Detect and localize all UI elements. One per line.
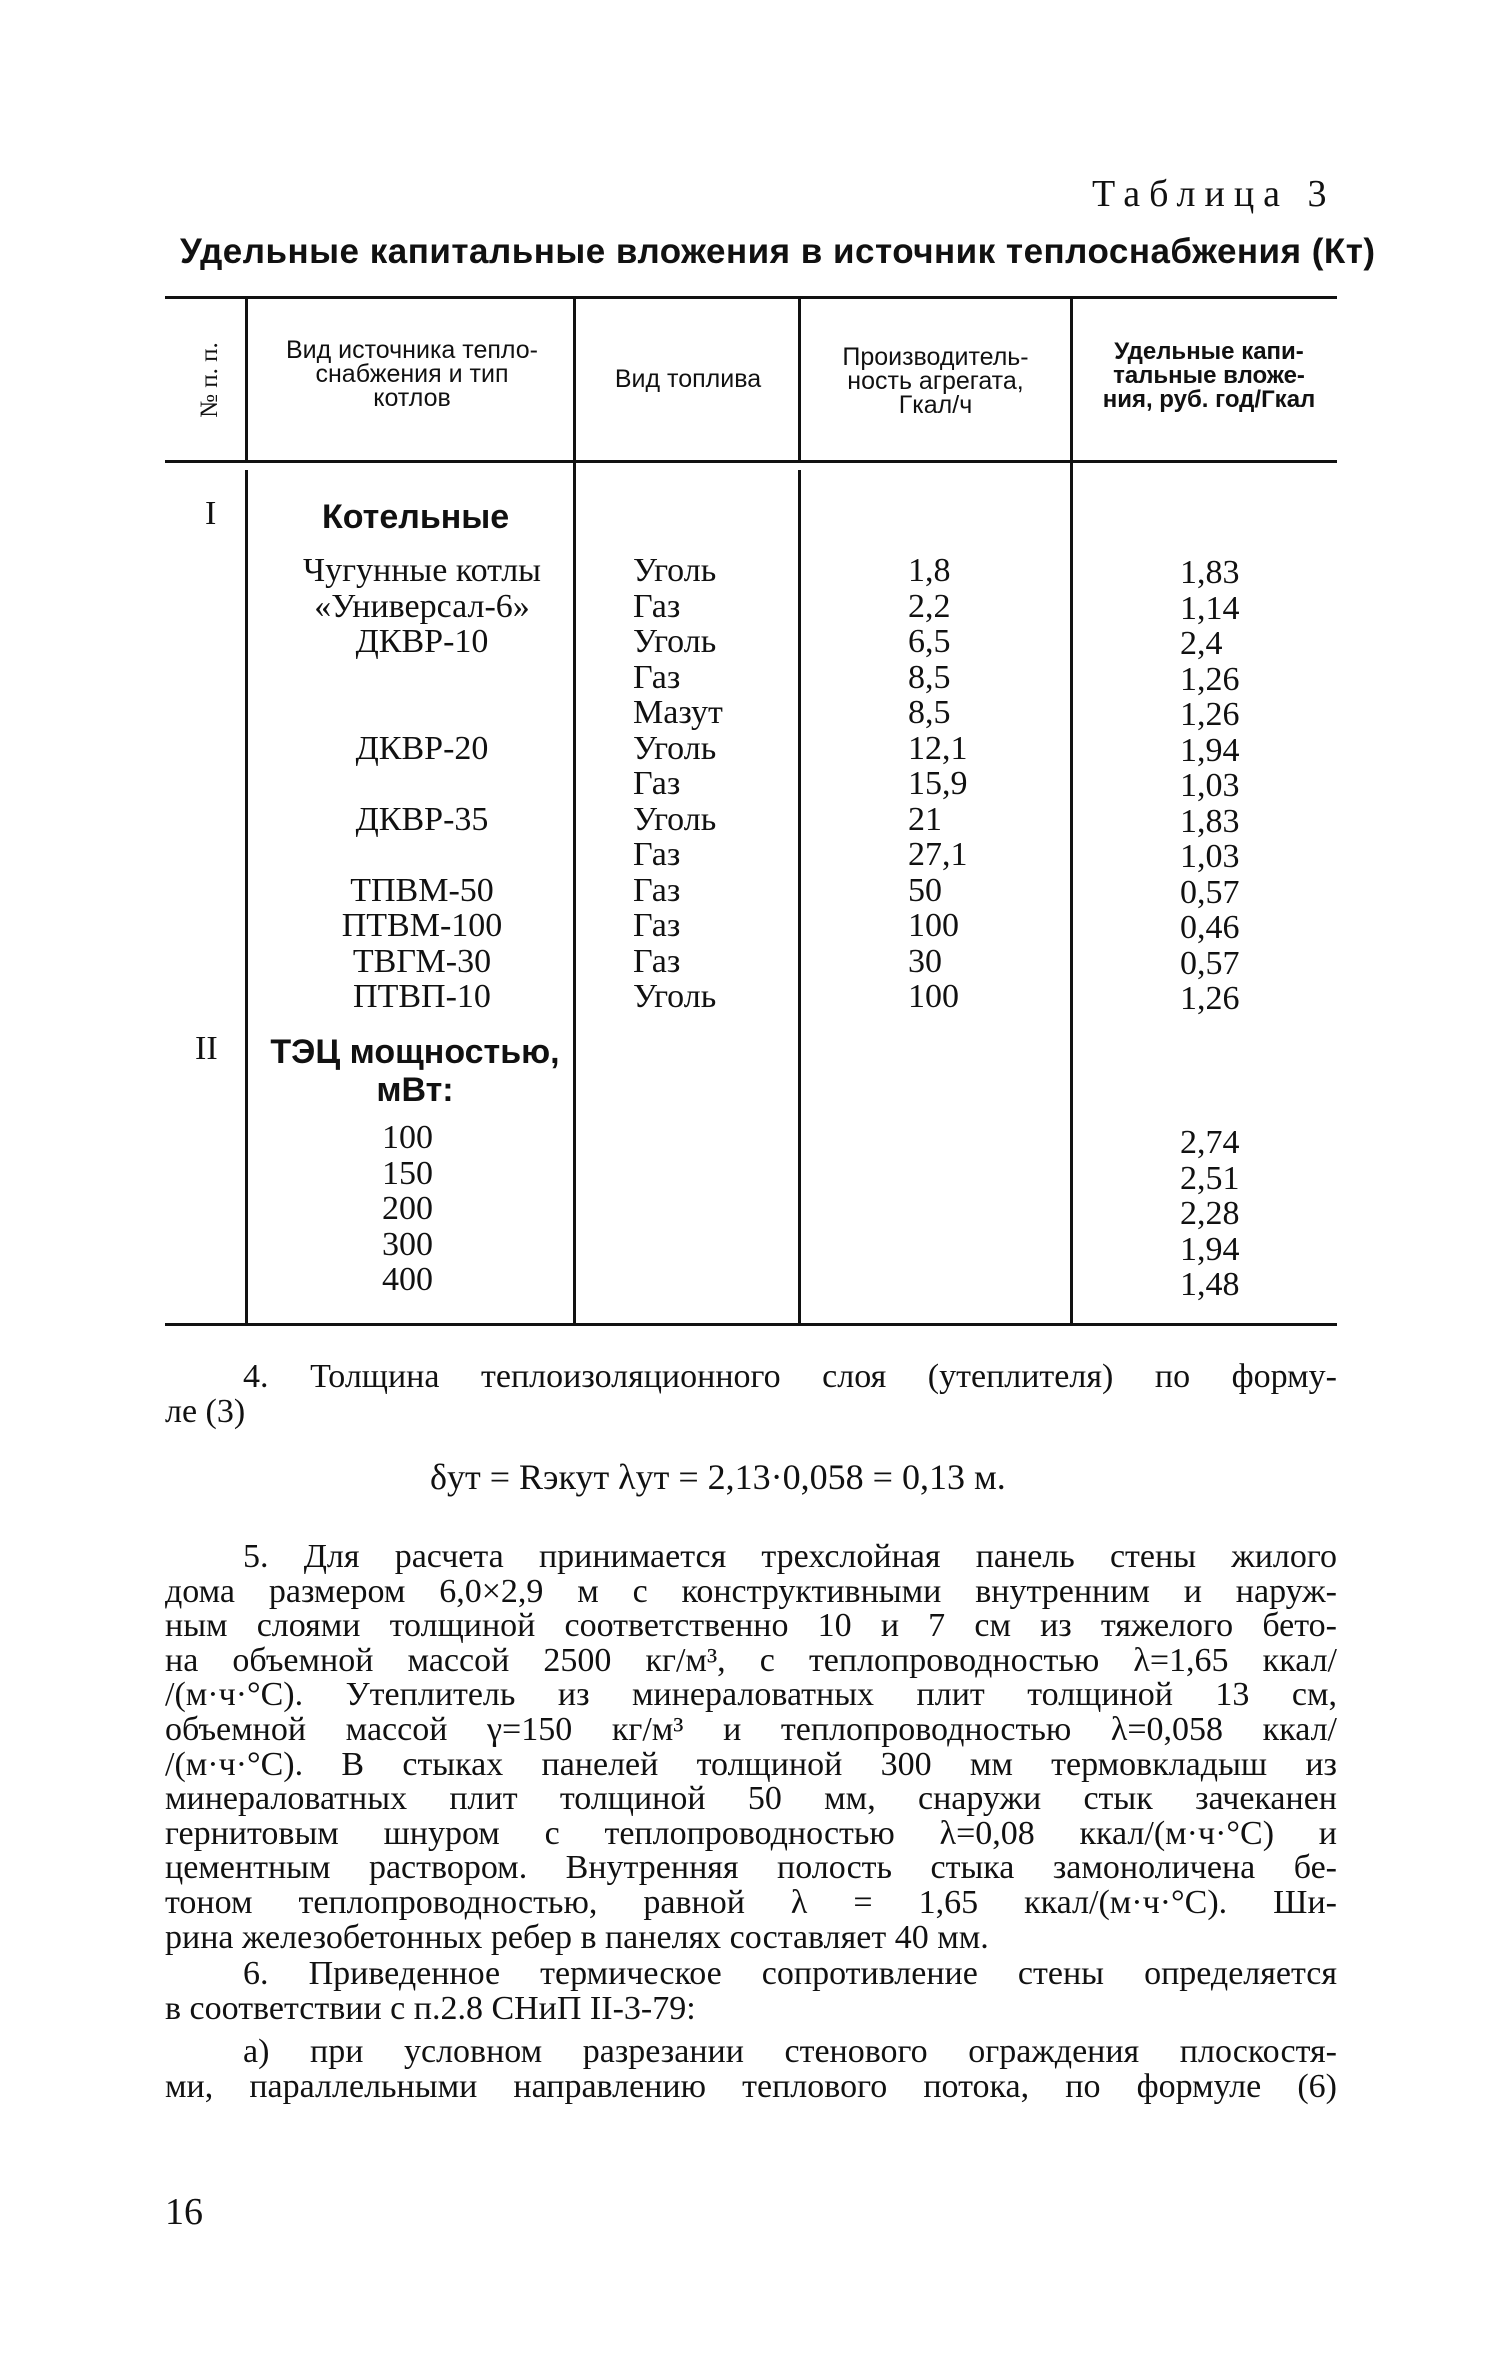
fuel-cell: Мазут <box>633 694 723 731</box>
invest-cell: 1,26 <box>1180 660 1240 698</box>
paragraph-line: ми, параллельными направлению теплового потока, по формуле (6) <box>165 2067 1337 2105</box>
invest-cell: 1,83 <box>1180 802 1240 840</box>
section-2-heading-line-2: мВт: <box>376 1071 454 1109</box>
header-source-line-2: снабжения и тип <box>315 360 509 388</box>
section-2-investments <box>1180 1125 1240 1303</box>
source-line: ПТВП-10 <box>353 978 491 1015</box>
header-capacity <box>803 345 1068 417</box>
header-invest <box>1075 340 1343 412</box>
paragraph-line: тоном теплопроводностью, равной λ = 1,65 ккал/(м·ч·°С). Ши- <box>165 1883 1337 1921</box>
section-2-heading-line-1: ТЭЦ мощностью, <box>270 1033 560 1071</box>
section-2-powers <box>382 1120 433 1298</box>
table-header-rule <box>165 460 1337 463</box>
paragraph-6 <box>165 1957 1337 2026</box>
fuel-cell: Газ <box>633 871 681 909</box>
capacity-cell: 100 <box>908 978 959 1015</box>
column-divider-1 <box>245 298 248 460</box>
paragraph-line: ле (3) <box>165 1392 246 1430</box>
paragraph-line: 6. Приведенное термическое сопротивление стены определяется <box>243 1955 1337 1992</box>
capacity-cell: 1,8 <box>908 552 951 589</box>
header-capacity-line-2: ность агрегата, <box>847 367 1024 395</box>
invest-cell: 2,51 <box>1180 1159 1240 1197</box>
source-line <box>277 660 567 696</box>
header-fuel: Вид топлива <box>614 365 762 393</box>
source-line: ТВГМ-30 <box>352 942 492 980</box>
fuel-cell: Уголь <box>633 729 717 767</box>
section-1-number: I <box>205 495 217 532</box>
fuel-cell: Газ <box>633 836 681 873</box>
table-top-rule <box>165 296 1337 299</box>
source-line <box>277 837 567 873</box>
invest-cell: 1,03 <box>1180 767 1240 804</box>
column-divider-2 <box>573 298 576 1323</box>
header-invest-line-1: Удельные капи- <box>1114 338 1304 365</box>
paragraph-line: /(м·ч·°С). В стыках панелей толщиной 300 мм термовкладыш из <box>165 1745 1337 1783</box>
paragraph-line: гернитовым шнуром с теплопроводностью λ=0,08 ккал/(м·ч·°С) и <box>165 1814 1337 1852</box>
invest-cell: 2,74 <box>1180 1124 1240 1161</box>
capacity-cell: 8,5 <box>908 658 951 696</box>
section-1-investments <box>1180 555 1240 1017</box>
paragraph-a <box>165 2035 1337 2104</box>
invest-cell: 2,4 <box>1180 625 1223 662</box>
paragraph-line: на объемной массой 2500 кг/м³, с теплопроводностью λ=1,65 ккал/ <box>165 1641 1337 1679</box>
capacity-cell: 8,5 <box>908 694 951 731</box>
header-source <box>252 338 572 410</box>
paragraph-line: 4. Толщина теплоизоляционного слоя (утеплителя) по форму- <box>243 1358 1337 1395</box>
fuel-cell: Уголь <box>633 623 717 660</box>
column-divider-4 <box>1070 298 1073 1323</box>
invest-cell: 1,94 <box>1180 731 1240 769</box>
column-divider-1b <box>245 470 248 1323</box>
fuel-cell: Уголь <box>633 800 717 838</box>
header-source-line-1: Вид источника тепло- <box>285 336 538 364</box>
fuel-cell: Уголь <box>633 978 717 1015</box>
section-1-fuels <box>633 553 723 1015</box>
invest-cell: 1,26 <box>1180 696 1240 733</box>
source-line <box>277 766 567 802</box>
header-capacity-line-1: Производитель- <box>842 343 1029 371</box>
paragraph-line: цементным раствором. Внутренняя полость стыка замоноличена бе- <box>165 1849 1337 1887</box>
capacity-cell: 15,9 <box>908 765 968 802</box>
invest-cell: 1,26 <box>1180 980 1240 1017</box>
source-line: ДКВР-10 <box>355 623 489 660</box>
paragraph-line: /(м·ч·°С). Утеплитель из минераловатных плит толщиной 13 см, <box>165 1676 1337 1714</box>
capacity-cell: 2,2 <box>908 587 951 625</box>
invest-cell: 0,46 <box>1180 909 1240 946</box>
header-capacity-line-3: Гкал/ч <box>898 391 973 419</box>
section-2-heading <box>265 1033 565 1109</box>
power-cell: 150 <box>382 1154 433 1192</box>
paragraph-5 <box>165 1540 1337 1955</box>
thickness-formula: δут = Rэкут λут = 2,13·0,058 = 0,13 м. <box>430 1457 1006 1497</box>
power-cell: 200 <box>382 1190 433 1227</box>
table-caption: Таблица 3 <box>1092 173 1336 215</box>
paragraph-line: ным слоями толщиной соответственно 10 и 7 см из тяжелого бето- <box>165 1607 1337 1645</box>
header-number: № п. п. <box>196 342 223 418</box>
fuel-cell: Уголь <box>633 552 717 589</box>
power-cell: 100 <box>382 1119 433 1156</box>
paragraph-line: объемной массой γ=150 кг/м³ и теплопроводностью λ=0,058 ккал/ <box>165 1710 1337 1748</box>
invest-cell: 0,57 <box>1180 944 1240 982</box>
header-invest-line-3: ния, руб. год/Гкал <box>1102 386 1316 413</box>
section-1-heading: Котельные <box>322 498 510 536</box>
page-number: 16 <box>165 2191 203 2233</box>
capacity-cell: 27,1 <box>908 836 968 873</box>
paragraph-line: рина железобетонных ребер в панелях составляет 40 мм. <box>165 1918 989 1956</box>
table-title: Удельные капитальные вложения в источник теплоснабжения (Кт) <box>180 232 1376 271</box>
capacity-cell: 21 <box>908 800 942 838</box>
source-line: ТПВМ-50 <box>350 871 494 909</box>
power-cell: 300 <box>382 1225 433 1263</box>
source-line: ПТВМ-100 <box>341 907 503 944</box>
header-invest-line-2: тальные вложе- <box>1113 362 1305 389</box>
fuel-cell: Газ <box>633 587 681 625</box>
fuel-cell: Газ <box>633 942 681 980</box>
invest-cell: 1,94 <box>1180 1230 1240 1268</box>
table-bottom-rule <box>165 1323 1337 1326</box>
paragraph-4 <box>165 1360 1337 1429</box>
capacity-cell: 50 <box>908 871 942 909</box>
invest-cell: 1,14 <box>1180 589 1240 627</box>
paragraph-line: а) при условном разрезании стенового ограждения плоскостя- <box>243 2033 1337 2070</box>
section-1-sources <box>277 553 567 1015</box>
source-line: «Универсал-6» <box>314 587 530 625</box>
source-line <box>277 695 567 731</box>
invest-cell: 2,28 <box>1180 1195 1240 1232</box>
invest-cell: 1,83 <box>1180 554 1240 591</box>
section-1-capacities <box>908 553 968 1015</box>
fuel-cell: Газ <box>633 907 681 944</box>
fuel-cell: Газ <box>633 658 681 696</box>
fuel-cell: Газ <box>633 765 681 802</box>
power-cell: 400 <box>382 1261 433 1298</box>
capacity-cell: 100 <box>908 907 959 944</box>
invest-cell: 1,03 <box>1180 838 1240 875</box>
invest-cell: 1,48 <box>1180 1266 1240 1303</box>
capacity-cell: 12,1 <box>908 729 968 767</box>
paragraph-line: 5. Для расчета принимается трехслойная панель стены жилого <box>243 1538 1337 1575</box>
column-divider-3 <box>798 298 801 460</box>
capacity-cell: 30 <box>908 942 942 980</box>
source-line: ДКВР-20 <box>355 729 489 767</box>
header-source-line-3: котлов <box>373 384 451 412</box>
capacity-cell: 6,5 <box>908 623 951 660</box>
source-line: Чугунные котлы <box>302 552 542 589</box>
invest-cell: 0,57 <box>1180 873 1240 911</box>
section-2-number: II <box>195 1030 218 1067</box>
paragraph-line: в соответствии с п.2.8 СНиП II-3-79: <box>165 1989 696 2027</box>
paragraph-line: минераловатных плит толщиной 50 мм, снаружи стык зачеканен <box>165 1780 1337 1818</box>
source-line: ДКВР-35 <box>355 800 489 838</box>
column-divider-3b <box>798 470 801 1323</box>
paragraph-line: дома размером 6,0×2,9 м с конструктивными внутренним и наруж- <box>165 1572 1337 1610</box>
